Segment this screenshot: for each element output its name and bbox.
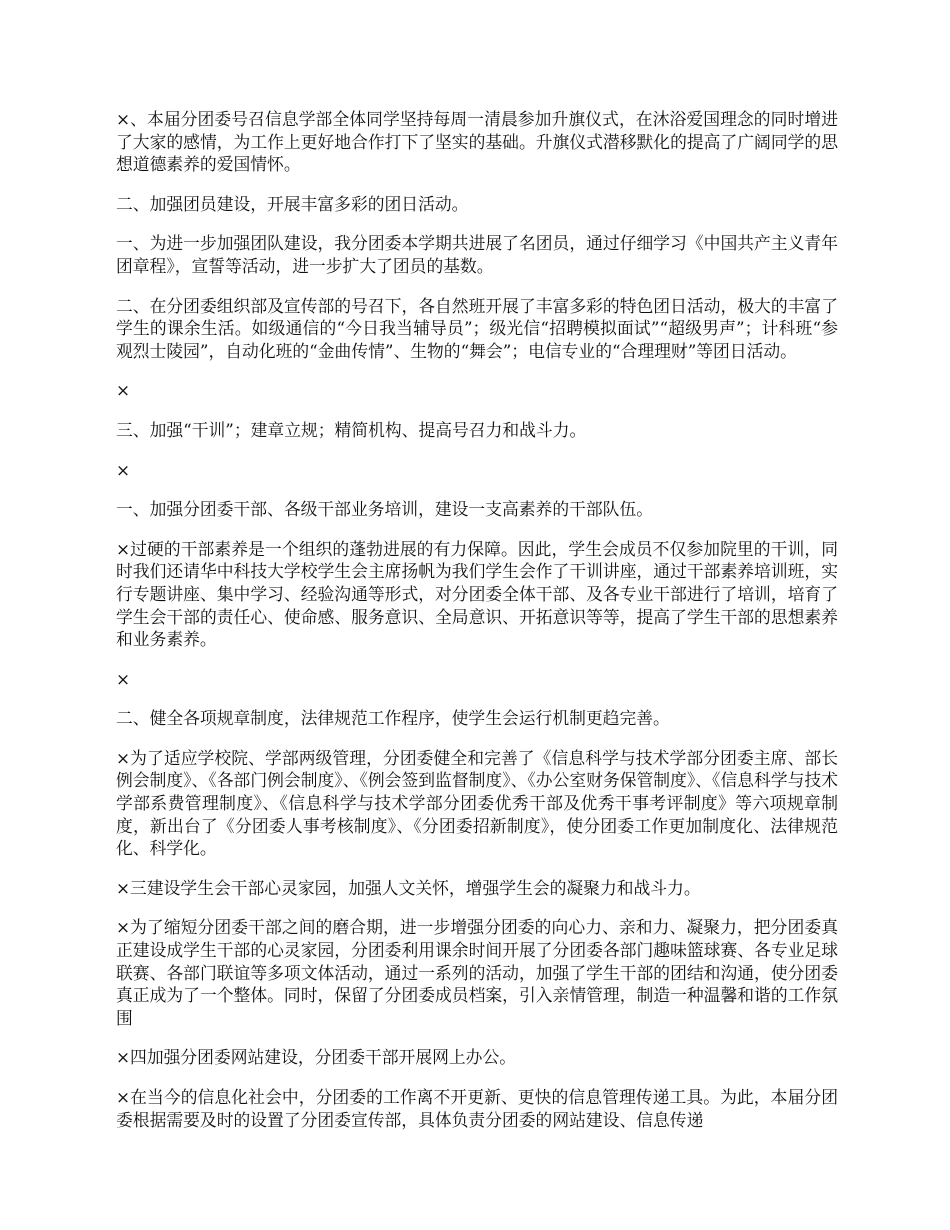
placeholder-mark: × — [116, 668, 131, 689]
paragraph-flag-raising: ×、本届分团委号召信息学部全体同学坚持每周一清晨参加升旗仪式，在沐浴爱国理念的同时增进了大家的感情，为工作上更好地合作打下了坚实的基础。升旗仪式潜移默化的提高了广阔同学的思想道德素养的爱国情怀。 — [116, 109, 838, 175]
paragraph-information-era: ×在当今的信息化社会中，分团委的工作离不开更新、更快的信息管理传递工具。为此，本届分团委根据需要及时的设置了分团委宣传部，具体负责分团委的网站建设、信息传递 — [116, 1087, 838, 1130]
paragraph-team-building: 一、为进一步加强团队建设，我分团委本学期共进展了名团员，通过仔细学习《中国共产主义青年团章程》，宣誓等活动，进一步扩大了团员的基数。 — [116, 233, 838, 276]
paragraph-cohesion-activities: ×为了缩短分团委干部之间的磨合期，进一步增强分团委的向心力、亲和力、凝聚力，把分团委真正建设成学生干部的心灵家园，分团委利用课余时间开展了分团委各部门趣味篮球赛、各专业足球联赛、各部门联谊等多项文体活动，通过一系列的活动，加强了学生干部的团结和沟通，使分团委真正成为了一个整体。同时，保留了分团委成员档案，引入亲情管理，制造一种温馨和谐的工作氛围 — [116, 917, 838, 1028]
heading-cadre-training: 三、加强“干训”；建章立规；精简机构、提高号召力和战斗力。 — [116, 419, 587, 440]
subheading-rules-regulations: 二、健全各项规章制度，法律规范工作程序，使学生会运行机制更趋完善。 — [116, 708, 670, 729]
paragraph-cadre-quality: ×过硬的干部素养是一个组织的蓬勃进展的有力保障。因此，学生会成员不仅参加院里的干训，同时我们还请华中科技大学校学生会主席扬帆为我们学生会作了干训讲座，通过干部素养培训班，实行专题讲座、集中学习、经验沟通等形式，对分团委全体干部、及各专业干部进行了培训，培育了学生会干部的责任心、使命感、服务意识、全局意识、开拓意识等等，提高了学生干部的思想素养和业务素养。 — [116, 538, 838, 650]
placeholder-mark: × — [116, 380, 131, 401]
paragraph-league-day-activities: 二、在分团委组织部及宣传部的号召下，各自然班开展了丰富多彩的特色团日活动，极大的丰富了学生的课余生活。如级通信的“今日我当辅导员”；级光信“招聘模拟面试”“超级男声”；计科班“参观烈士陵园”，自动化班的“金曲传情”、生物的“舞会”；电信专业的“合理理财”等团日活动。 — [116, 295, 838, 361]
subheading-website-building: ×四加强分团委网站建设，分团委干部开展网上办公。 — [116, 1047, 517, 1068]
subheading-spiritual-home: ×三建设学生会干部心灵家园，加强人文关怀，增强学生会的凝聚力和战斗力。 — [116, 877, 701, 898]
heading-member-building: 二、加强团员建设，开展丰富多彩的团日活动。 — [116, 193, 469, 214]
placeholder-mark: × — [116, 459, 131, 480]
paragraph-rules-list: ×为了适应学校院、学部两级管理，分团委健全和完善了《信息科学与技术学部分团委主席、部长例会制度》、《各部门例会制度》、《例会签到监督制度》、《办公室财务保管制度》、《信息科学与技术学部系费管理制度》、《信息科学与技术学部分团委优秀干部及优秀干事考评制度》等六项规章制度，新出台了《分团委人事考核制度》、《分团委招新制度》，使分团委工作更加制度化、法律规范化、科学化。 — [116, 747, 838, 859]
subheading-cadre-business-training: 一、加强分团委干部、各级干部业务培训，建设一支高素养的干部队伍。 — [116, 499, 654, 520]
